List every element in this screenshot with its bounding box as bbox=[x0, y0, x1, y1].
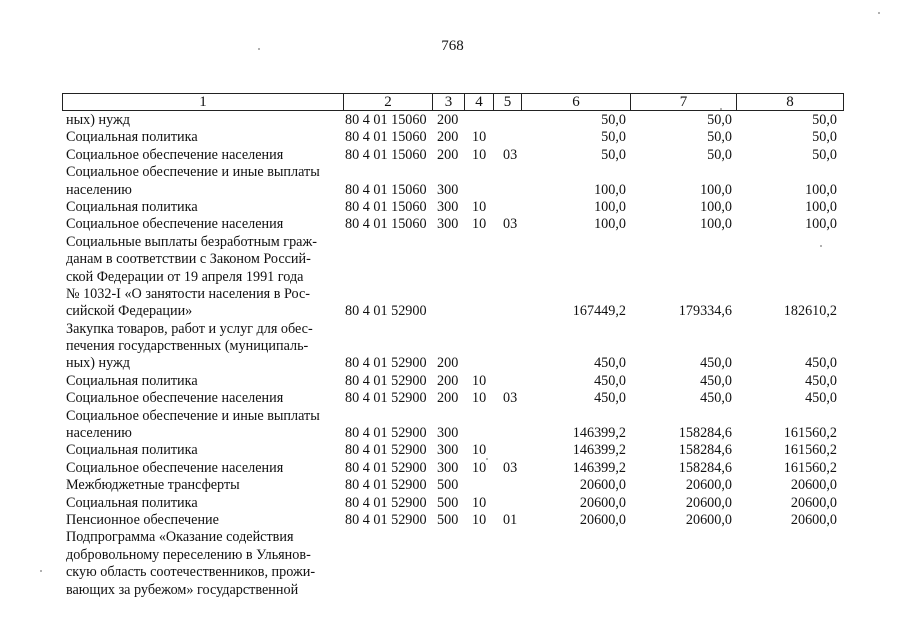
cell-pr: 03 bbox=[503, 216, 518, 233]
header-col-4: 4 bbox=[465, 94, 494, 110]
cell-grp: 300 bbox=[437, 425, 459, 442]
cell-v6: 50,0 bbox=[601, 146, 626, 163]
cell-grp: 500 bbox=[437, 494, 459, 511]
cell-v8: 20600,0 bbox=[790, 494, 837, 511]
cell-v6: 100,0 bbox=[594, 181, 626, 198]
cell-v6: 146399,2 bbox=[572, 442, 626, 459]
cell-rz: 10 bbox=[472, 198, 487, 215]
cell-grp: 200 bbox=[437, 129, 459, 146]
table-row bbox=[0, 164, 905, 181]
cell-name: ных) нужд bbox=[66, 112, 131, 128]
cell-v6: 50,0 bbox=[601, 129, 626, 146]
cell-name: Социальная политика bbox=[66, 129, 198, 146]
table-row bbox=[0, 529, 905, 546]
cell-grp: 500 bbox=[437, 511, 459, 528]
cell-code: 80 4 01 52900 bbox=[345, 390, 427, 407]
cell-name: Социальная политика bbox=[66, 198, 198, 215]
cell-v7: 100,0 bbox=[700, 198, 732, 215]
cell-code: 80 4 01 52900 bbox=[345, 459, 427, 476]
cell-name: Социальная политика bbox=[66, 372, 198, 389]
cell-code: 80 4 01 52900 bbox=[345, 303, 427, 320]
cell-v7: 179334,6 bbox=[678, 303, 732, 320]
table-row bbox=[0, 408, 905, 425]
cell-v8: 450,0 bbox=[805, 355, 837, 372]
table-row bbox=[0, 442, 905, 459]
table-row bbox=[0, 495, 905, 512]
cell-v6: 100,0 bbox=[594, 216, 626, 233]
cell-code: 80 4 01 52900 bbox=[345, 372, 427, 389]
cell-v8: 450,0 bbox=[805, 372, 837, 389]
header-col-3: 3 bbox=[433, 94, 465, 110]
header-col-8: 8 bbox=[786, 94, 794, 110]
table-row bbox=[0, 199, 905, 216]
cell-v7: 158284,6 bbox=[678, 459, 732, 476]
cell-v8: 50,0 bbox=[812, 112, 837, 128]
table-row bbox=[0, 147, 905, 164]
cell-grp: 300 bbox=[437, 459, 459, 476]
cell-v6: 450,0 bbox=[594, 355, 626, 372]
table-row bbox=[0, 460, 905, 477]
cell-code: 80 4 01 52900 bbox=[345, 355, 427, 372]
header-col-1: 1 bbox=[63, 94, 344, 110]
cell-name: Социальное обеспечение населения bbox=[66, 459, 284, 476]
table-row bbox=[0, 582, 905, 599]
cell-v8: 100,0 bbox=[805, 198, 837, 215]
cell-v6: 50,0 bbox=[601, 112, 626, 128]
cell-name: Пенсионное обеспечение bbox=[66, 511, 219, 528]
table-body bbox=[0, 112, 905, 599]
cell-code: 80 4 01 15060 bbox=[345, 146, 427, 163]
cell-v8: 182610,2 bbox=[783, 303, 837, 320]
scan-speck bbox=[878, 12, 880, 14]
table-row bbox=[0, 547, 905, 564]
cell-v7: 450,0 bbox=[700, 372, 732, 389]
cell-v8: 161560,2 bbox=[783, 442, 837, 459]
cell-v8: 50,0 bbox=[812, 146, 837, 163]
cell-v6: 146399,2 bbox=[572, 425, 626, 442]
cell-grp: 200 bbox=[437, 112, 459, 128]
table-row bbox=[0, 251, 905, 268]
cell-name: данам в соответствии с Законом Россий- bbox=[66, 251, 311, 268]
cell-v6: 20600,0 bbox=[579, 477, 626, 494]
scan-speck bbox=[258, 48, 260, 50]
table-row bbox=[0, 112, 905, 129]
cell-grp: 200 bbox=[437, 390, 459, 407]
table-header bbox=[62, 93, 844, 111]
cell-pr: 03 bbox=[503, 146, 518, 163]
cell-name: Закупка товаров, работ и услуг для обес- bbox=[66, 320, 313, 337]
cell-code: 80 4 01 15060 bbox=[345, 181, 427, 198]
cell-v6: 20600,0 bbox=[579, 511, 626, 528]
cell-name: Социальное обеспечение и иные выплаты bbox=[66, 164, 320, 181]
cell-grp: 200 bbox=[437, 146, 459, 163]
cell-v8: 161560,2 bbox=[783, 425, 837, 442]
cell-pr: 01 bbox=[503, 511, 518, 528]
cell-name: сийской Федерации» bbox=[66, 303, 193, 320]
table-row bbox=[0, 512, 905, 529]
cell-v7: 450,0 bbox=[700, 355, 732, 372]
scan-speck bbox=[486, 458, 488, 460]
cell-name: Социальное обеспечение и иные выплаты bbox=[66, 407, 320, 424]
cell-rz: 10 bbox=[472, 129, 487, 146]
table-row bbox=[0, 390, 905, 407]
cell-v7: 158284,6 bbox=[678, 425, 732, 442]
cell-v8: 161560,2 bbox=[783, 459, 837, 476]
cell-v7: 50,0 bbox=[707, 129, 732, 146]
table-row bbox=[0, 425, 905, 442]
table-row bbox=[0, 286, 905, 303]
cell-code: 80 4 01 15060 bbox=[345, 112, 427, 128]
table-row bbox=[0, 182, 905, 199]
cell-rz: 10 bbox=[472, 494, 487, 511]
cell-pr: 03 bbox=[503, 459, 518, 476]
scan-speck bbox=[40, 570, 42, 572]
table-row bbox=[0, 564, 905, 581]
cell-name: Социальное обеспечение населения bbox=[66, 146, 284, 163]
cell-v7: 100,0 bbox=[700, 181, 732, 198]
cell-name: Подпрограмма «Оказание содействия bbox=[66, 529, 294, 546]
scan-speck bbox=[720, 108, 722, 110]
table-row bbox=[0, 477, 905, 494]
cell-v6: 146399,2 bbox=[572, 459, 626, 476]
cell-rz: 10 bbox=[472, 216, 487, 233]
cell-grp: 300 bbox=[437, 216, 459, 233]
table-row bbox=[0, 338, 905, 355]
cell-code: 80 4 01 52900 bbox=[345, 494, 427, 511]
table-row bbox=[0, 321, 905, 338]
cell-rz: 10 bbox=[472, 511, 487, 528]
table-row bbox=[0, 234, 905, 251]
cell-name: вающих за рубежом» государственной bbox=[66, 581, 299, 598]
cell-v8: 20600,0 bbox=[790, 511, 837, 528]
table-row bbox=[0, 216, 905, 233]
cell-code: 80 4 01 15060 bbox=[345, 216, 427, 233]
cell-v7: 50,0 bbox=[707, 112, 732, 128]
cell-name: Социальные выплаты безработным граж- bbox=[66, 233, 318, 250]
cell-v6: 20600,0 bbox=[579, 494, 626, 511]
cell-grp: 300 bbox=[437, 442, 459, 459]
cell-name: Социальная политика bbox=[66, 442, 198, 459]
cell-code: 80 4 01 52900 bbox=[345, 442, 427, 459]
cell-pr: 03 bbox=[503, 390, 518, 407]
cell-rz: 10 bbox=[472, 442, 487, 459]
cell-name: населению bbox=[66, 181, 132, 198]
cell-v7: 50,0 bbox=[707, 146, 732, 163]
table-row bbox=[0, 303, 905, 320]
cell-v8: 20600,0 bbox=[790, 477, 837, 494]
cell-name: Социальная политика bbox=[66, 494, 198, 511]
cell-v7: 450,0 bbox=[700, 390, 732, 407]
table-row bbox=[0, 373, 905, 390]
cell-rz: 10 bbox=[472, 146, 487, 163]
header-col-2: 2 bbox=[344, 94, 433, 110]
cell-name: Социальное обеспечение населения bbox=[66, 216, 284, 233]
cell-v8: 450,0 bbox=[805, 390, 837, 407]
cell-v6: 100,0 bbox=[594, 198, 626, 215]
cell-grp: 200 bbox=[437, 372, 459, 389]
cell-v7: 158284,6 bbox=[678, 442, 732, 459]
cell-rz: 10 bbox=[472, 459, 487, 476]
cell-v6: 450,0 bbox=[594, 372, 626, 389]
cell-name: ных) нужд bbox=[66, 355, 131, 372]
scan-speck bbox=[820, 245, 822, 247]
cell-grp: 300 bbox=[437, 181, 459, 198]
header-col-6: 6 bbox=[522, 94, 631, 110]
cell-code: 80 4 01 15060 bbox=[345, 129, 427, 146]
cell-name: добровольному переселению в Ульянов- bbox=[66, 546, 311, 563]
table-row bbox=[0, 355, 905, 372]
cell-grp: 500 bbox=[437, 477, 459, 494]
cell-code: 80 4 01 52900 bbox=[345, 425, 427, 442]
header-col-7: 7 bbox=[631, 94, 737, 110]
cell-v6: 450,0 bbox=[594, 390, 626, 407]
cell-code: 80 4 01 52900 bbox=[345, 477, 427, 494]
cell-name: печения государственных (муниципаль- bbox=[66, 338, 309, 355]
cell-rz: 10 bbox=[472, 372, 487, 389]
cell-name: ской Федерации от 19 апреля 1991 года bbox=[66, 268, 304, 285]
cell-code: 80 4 01 15060 bbox=[345, 198, 427, 215]
cell-code: 80 4 01 52900 bbox=[345, 511, 427, 528]
page-number: 768 bbox=[441, 38, 464, 54]
cell-v7: 20600,0 bbox=[685, 494, 732, 511]
header-col-5: 5 bbox=[494, 94, 522, 110]
cell-name: № 1032-I «О занятости населения в Рос- bbox=[66, 285, 311, 302]
cell-name: Социальное обеспечение населения bbox=[66, 390, 284, 407]
cell-v6: 167449,2 bbox=[572, 303, 626, 320]
cell-v7: 100,0 bbox=[700, 216, 732, 233]
cell-v8: 100,0 bbox=[805, 181, 837, 198]
cell-name: скую область соотечественников, прожи- bbox=[66, 564, 316, 581]
cell-v7: 20600,0 bbox=[685, 477, 732, 494]
cell-v8: 100,0 bbox=[805, 216, 837, 233]
cell-name: Межбюджетные трансферты bbox=[66, 477, 240, 494]
table-row bbox=[0, 129, 905, 146]
cell-grp: 300 bbox=[437, 198, 459, 215]
table-row bbox=[0, 269, 905, 286]
cell-v8: 50,0 bbox=[812, 129, 837, 146]
cell-v7: 20600,0 bbox=[685, 511, 732, 528]
cell-grp: 200 bbox=[437, 355, 459, 372]
cell-rz: 10 bbox=[472, 390, 487, 407]
cell-name: населению bbox=[66, 425, 132, 442]
